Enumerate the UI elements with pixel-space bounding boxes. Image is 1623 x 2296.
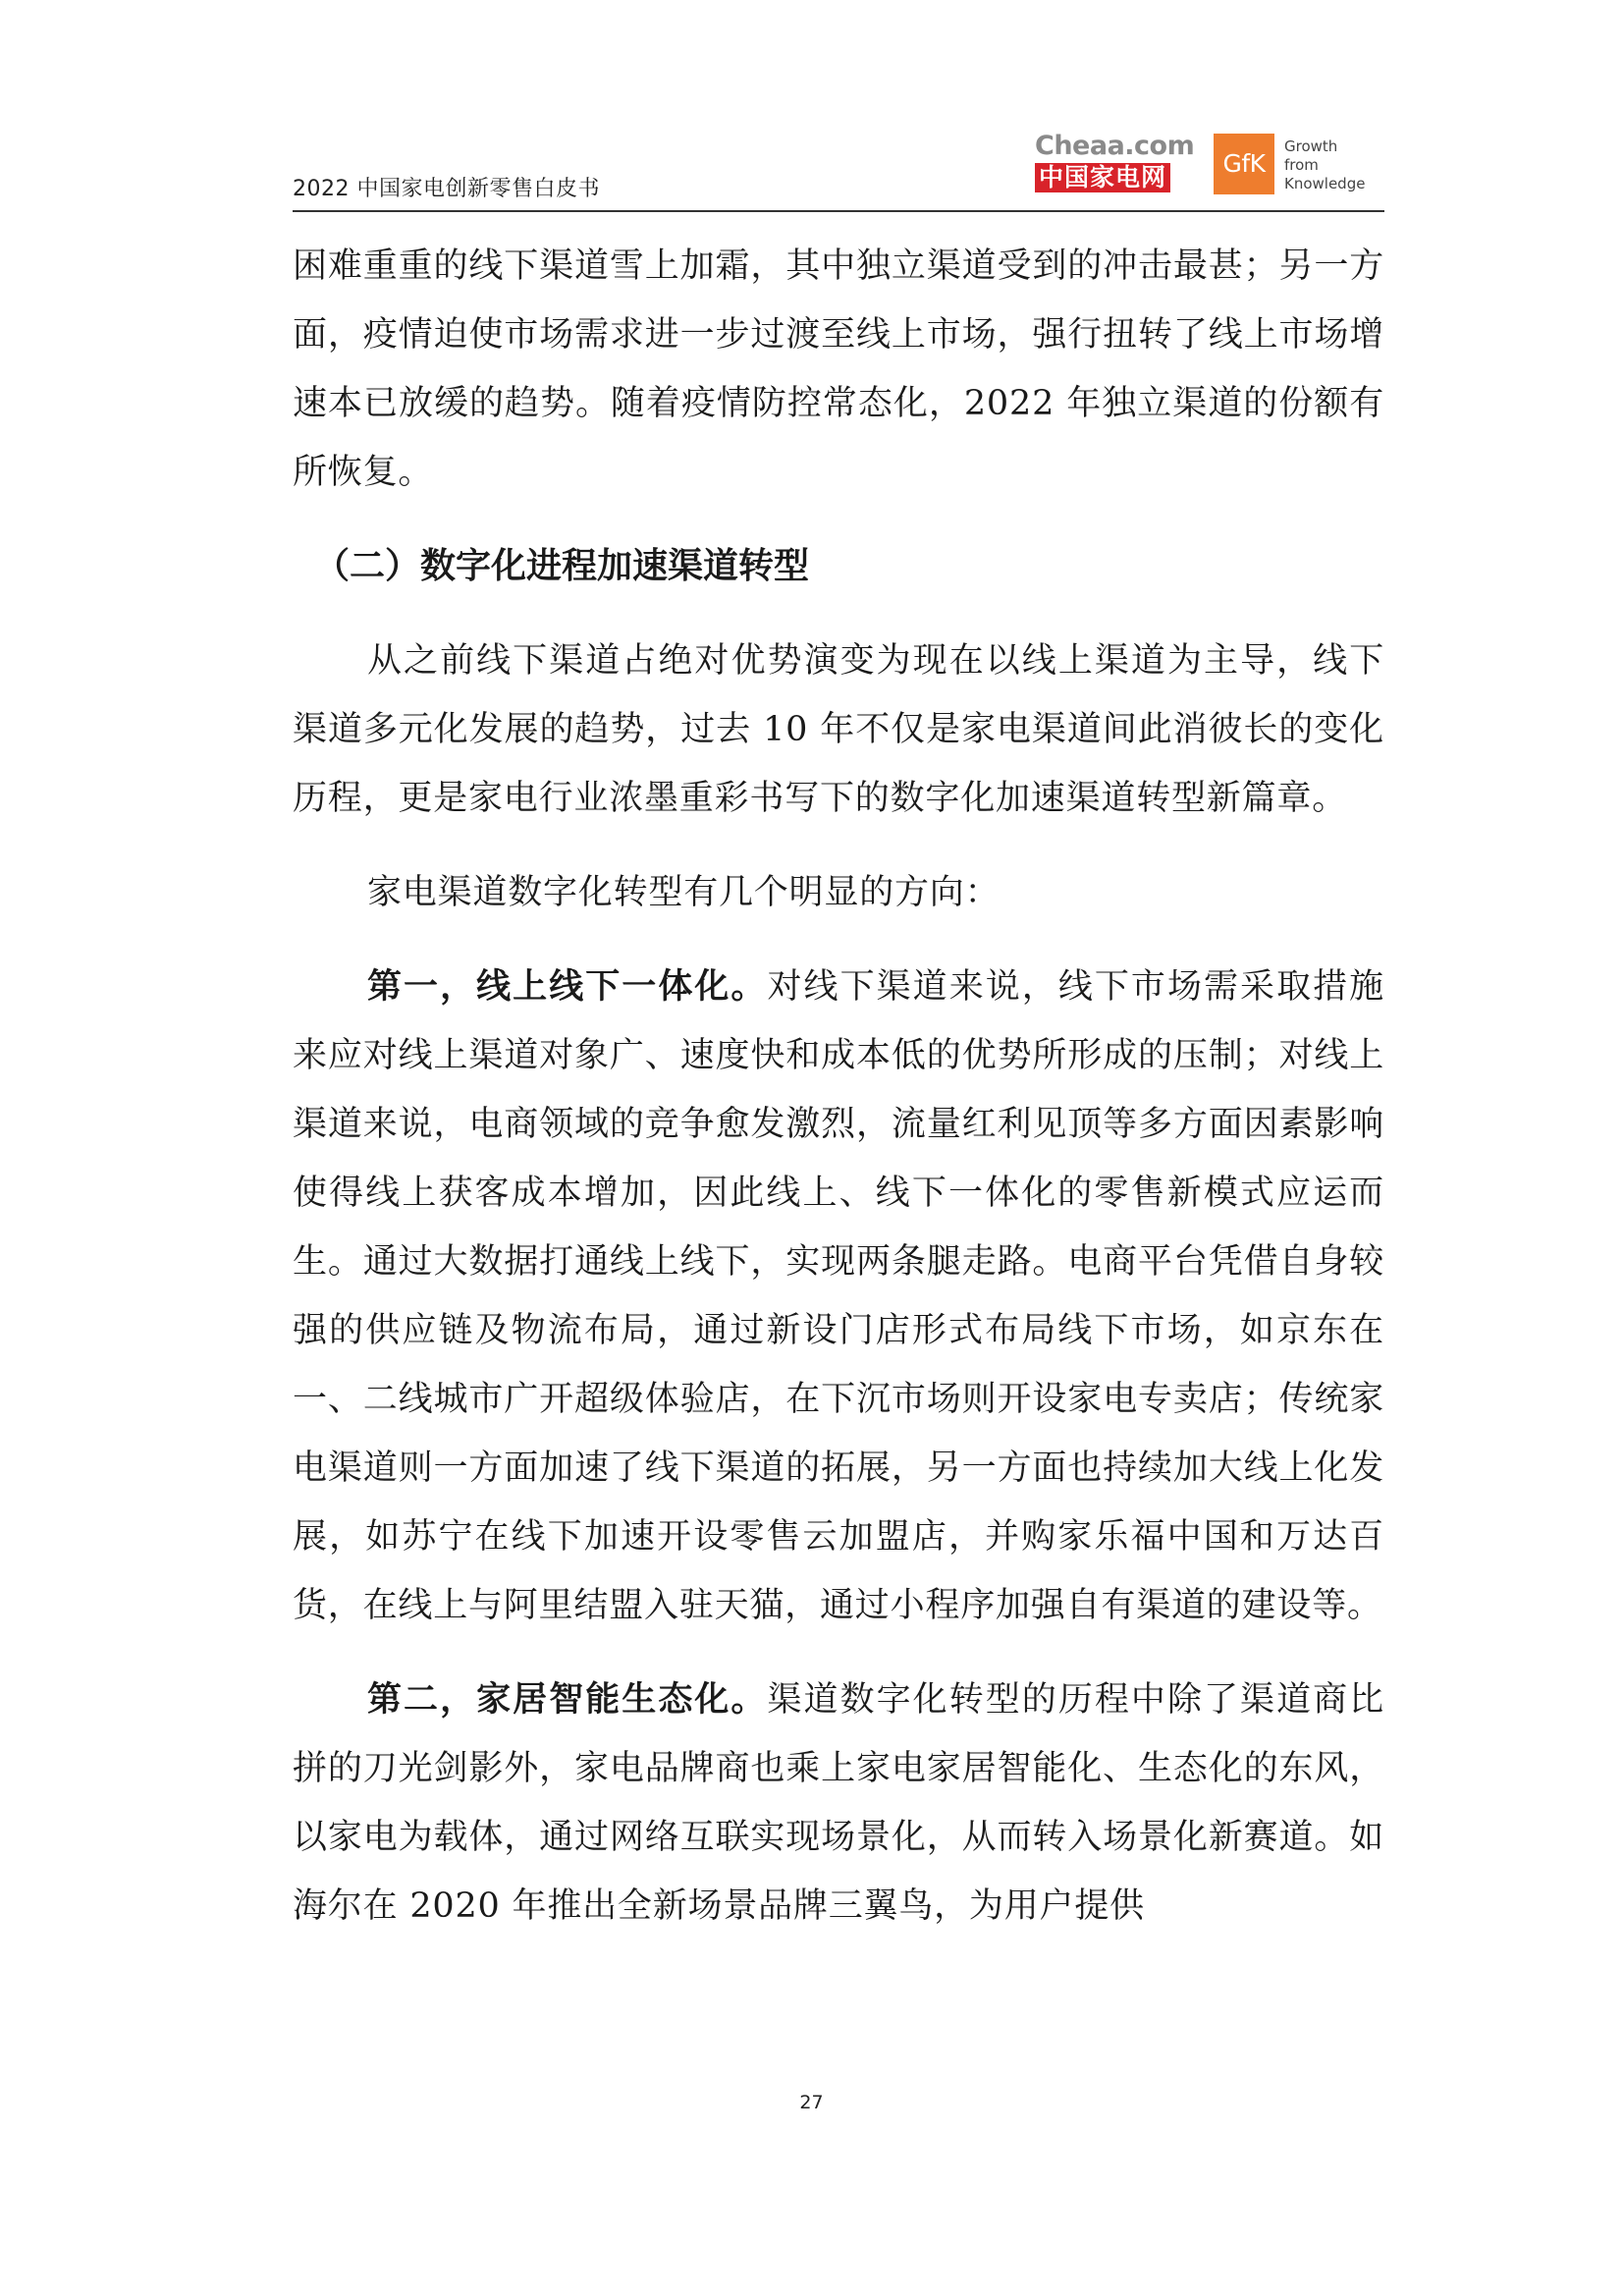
gfk-logo-mark: GfK (1214, 134, 1274, 194)
paragraph-text: 对线下渠道来说，线下市场需采取措施来应对线上渠道对象广、速度快和成本低的优势所形成的压制；对线上渠道来说，电商领域的竞争愈发激烈，流量红利见顶等多方面因素影响使得线上获客成本增加，因此线上、线下一体化的零售新模式应运而生。通过大数据打通线上线下，实现两条腿走路。电商平台凭借自身较强的供应链及物流布局，通过新设门店形式布局线下市场，如京东在一、二线城市广开超级体验店，在下沉市场则开设家电专卖店；传统家电渠道则一方面加速了线下渠道的拓展，另一方面也持续加大线上化发展，如苏宁在线下加速开设零售云加盟店，并购家乐福中国和万达百货，在线上与阿里结盟入驻天猫，通过小程序加强自有渠道的建设等。 (293, 967, 1384, 1625)
paragraph-lead: 第二，家居智能生态化。 (367, 1680, 768, 1720)
paragraph-lead: 第一，线上线下一体化。 (367, 967, 768, 1007)
page-number: 27 (799, 2092, 824, 2113)
document-title: 2022 中国家电创新零售白皮书 (293, 177, 600, 201)
body-paragraph: 家电渠道数字化转型有几个明显的方向： (367, 873, 1001, 912)
gfk-logo (1214, 134, 1385, 196)
body-paragraph (293, 953, 1384, 1640)
body-paragraph: 从之前线下渠道占绝对优势演变为现在以线上渠道为主导，线下渠道多元化发展的趋势，过去 10 年不仅是家电渠道间此消彼长的变化历程，更是家电行业浓墨重彩书写下的数字化加速渠道转型新篇章。 (293, 641, 1384, 818)
body-paragraph (293, 1666, 1384, 1941)
cheaa-logo (1035, 132, 1202, 194)
section-heading: （二）数字化进程加速渠道转型 (314, 546, 810, 586)
gfk-tagline-line: Growth (1284, 137, 1338, 155)
page-body (293, 232, 1384, 1966)
gfk-tagline-line: from (1284, 156, 1319, 174)
header-divider (293, 210, 1384, 212)
gfk-tagline (1284, 137, 1365, 193)
page-header (293, 128, 1384, 212)
cheaa-logo-chinese: 中国家电网 (1035, 163, 1170, 192)
body-paragraph: 困难重重的线下渠道雪上加霜，其中独立渠道受到的冲击最甚；另一方面，疫情迫使市场需求进一步过渡至线上市场，强行扭转了线上市场增速本已放缓的趋势。随着疫情防控常态化，2022 年独立渠道的份额有所恢复。 (293, 246, 1384, 492)
cheaa-logo-text: Cheaa.com (1035, 131, 1195, 161)
gfk-tagline-line: Knowledge (1284, 175, 1366, 192)
paragraph-text: 渠道数字化转型的历程中除了渠道商比拼的刀光剑影外，家电品牌商也乘上家电家居智能化、生态化的东风，以家电为载体，通过网络互联实现场景化，从而转入场景化新赛道。如海尔在 2020 年推出全新场景品牌三翼鸟，为用户提供 (293, 1680, 1384, 1926)
